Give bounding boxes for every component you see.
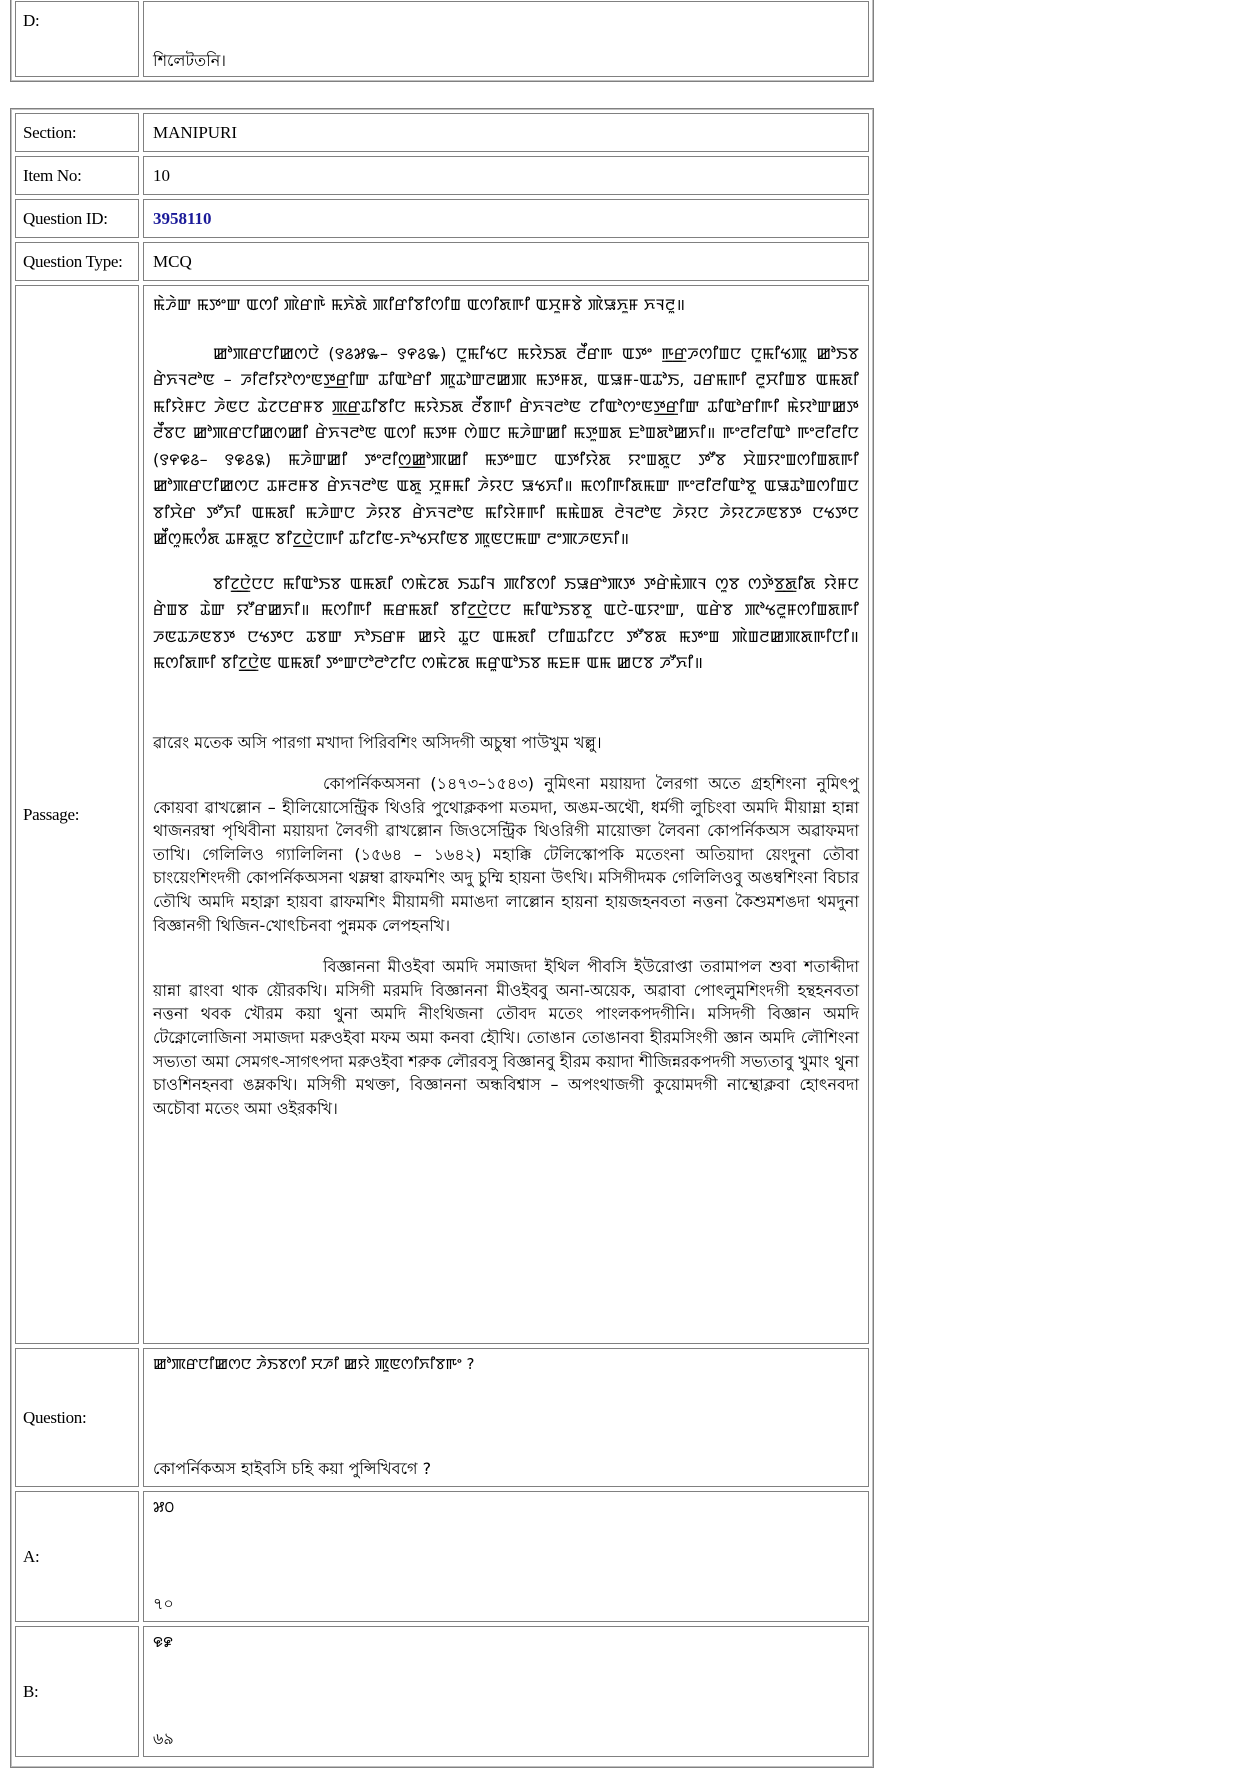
- question-id-label: Question ID:: [15, 199, 139, 238]
- item-no-row: [15, 156, 869, 195]
- item-no-value: 10: [143, 156, 869, 195]
- question-bengali: কোপর্নিকঅস হাইবসি চহি কয়া পুন্সিখিবগে ?: [153, 1459, 432, 1478]
- section-label: Section:: [15, 113, 139, 152]
- option-b-row: [15, 1626, 869, 1757]
- passage-meitei-heading: ꯃꯥꯍꯥꯛ ꯃꯇꯦꯛ ꯑꯁꯤ ꯄꯥꯔꯒꯥ ꯃꯈꯥꯗꯥ ꯄꯤꯔꯤꯕꯤꯁꯤꯡ ꯑꯁꯤꯗꯒꯤ ꯑꯆꯨꯝꯕꯥ ꯄꯥꯎꯈꯨꯝ ꯈꯜꯂꯨ॥: [153, 295, 686, 314]
- question-table: [10, 108, 874, 1768]
- option-b-label: B:: [15, 1626, 139, 1757]
- option-a-meitei: ꯷꯰: [153, 1498, 175, 1516]
- section-value: MANIPURI: [143, 113, 869, 152]
- question-row: [15, 1348, 869, 1487]
- question-id-row: [15, 199, 869, 238]
- item-no-label: Item No:: [15, 156, 139, 195]
- question-label: Question:: [15, 1348, 139, 1487]
- passage-bengali-paragraph-1: কোপর্নিকঅসনা (১৪৭৩–১৫৪৩) নুমিৎনা ময়ায়দা লৈরগা অতে গ্রহশিংনা নুমিৎপু কোয়বা ৱাখল্লোন – হীলিয়োসেন্ট্রিক থিওরি পুথোক্লকপা মতমদা, অঙম-অথৌ, ধর্মগী লুচিংবা অমদি মীয়াম্না হান্না থাজনরম্বা পৃথিবীনা ময়ায়দা লৈবগী ৱাখল্লোন জিওসেন্ট্রিক থিওরিগী মায়োক্তা লৈবনা কোপর্নিকঅস অৱাফমদা তাখি। গেলিলিও গ্যালিলিনা (১৫৬৪ – ১৬৪২) মহাক্কি টেলিস্কোপকি মতেংনা অতিয়াদা য়েংদুনা তৌবা চাংয়েংশিংদগী কোপর্নিকঅসনা থম্লম্বা ৱাফমশিং অদু চুম্মি হায়না উৎখি। মসিগীদমক গেলিলিওবু অঙম্বশিংনা বিচার তৌখি অমদি মহাক্না হায়বা ৱাফমশিং মীয়ামগী মমাঙদা লাল্লোন হায়না হায়জহনবতা নত্তনা কৈশুমশঙদা থমদুনা বিজ্ঞানগী থিজিন-খোৎচিনবা পুন্নমক লেপহনখি।: [153, 774, 859, 935]
- passage-meitei-paragraph-1: ꯀꯣꯄꯔꯅꯤꯀꯁꯅꯥ (꯱꯴꯷꯳– ꯱꯵꯴꯳) ꯅꯨꯃꯤꯠꯅ ꯃꯌꯥꯏꯗ ꯂꯩꯔꯒ ꯑꯇꯦ ꯒ꯭ꯔꯍꯁꯤꯡꯅ ꯅꯨꯃꯤꯠꯄꯨ ꯀꯣꯏꯕ ꯔꯥꯈꯜꯂꯣꯟ – ꯍꯤꯂꯤꯌꯣꯁꯦꯟꯇ꯭ꯔꯤꯛ ꯊꯤꯑꯣꯔꯤ ꯄꯨꯊꯣꯛꯂꯀꯄ ꯃꯇꯝꯗ, ꯑꯎꯝ-ꯑꯊꯣꯏ, ꯙꯔꯃꯒꯤ ꯂꯨꯆꯤꯡꯕ ꯑꯃꯗꯤ ꯃꯤꯌꯥꯝꯅ ꯍꯥꯟꯅ ꯊꯥꯖꯅꯔꯝꯕ ꯄ꯭ꯔꯊꯤꯕꯤꯅ ꯃꯌꯥꯏꯗ ꯂꯩꯕꯒꯤ ꯔꯥꯈꯜꯂꯣꯟ ꯖꯤꯑꯣꯁꯦꯟꯇ꯭ꯔꯤꯛ ꯊꯤꯑꯣꯔꯤꯒꯤ ꯃꯥꯌꯣꯛꯀꯇ ꯂꯩꯕꯅ ꯀꯣꯄꯔꯅꯤꯀꯁꯀꯤ ꯔꯥꯈꯜꯂꯣꯟ ꯑꯁꯤ ꯃꯇꯝ ꯁꯥꯡꯅ ꯃꯍꯥꯛꯀꯤ ꯃꯇꯨꯡꯗ ꯐꯣꯡꯗꯣꯀꯈꯤ॥ ꯒꯦꯂꯤꯂꯤꯑꯣ ꯒꯦꯂꯤꯂꯤꯅ (꯱꯵꯶꯴– ꯱꯶꯴꯲) ꯃꯍꯥꯛꯀꯤ ꯇꯦꯂꯤꯁ꯭ꯀꯣꯄꯀꯤ ꯃꯇꯦꯡꯅ ꯑꯇꯤꯌꯥꯗ ꯌꯦꯡꯗꯨꯅ ꯇꯧꯕ ꯆꯥꯡꯌꯦꯡꯁꯤꯡꯗꯒꯤ ꯀꯣꯄꯔꯅꯤꯀꯁꯅ ꯊꯝꯂꯝꯕ ꯔꯥꯈꯜꯂꯣꯟ ꯑꯗꯨ ꯆꯨꯝꯃꯤ ꯍꯥꯌꯅ ꯎꯠꯈꯤ॥ ꯃꯁꯤꯒꯤꯗꯃꯛ ꯒꯦꯂꯤꯂꯤꯑꯣꯕꯨ ꯑꯎꯊꯣꯡꯁꯤꯡꯅ ꯕꯤꯆꯥꯔ ꯇꯧꯈꯤ ꯑꯃꯗꯤ ꯃꯍꯥꯛꯅ ꯍꯥꯌꯕ ꯔꯥꯈꯜꯂꯣꯟ ꯃꯤꯌꯥꯝꯒꯤ ꯃꯃꯥꯡꯗ ꯂꯥꯜꯂꯣꯟ ꯍꯥꯌꯅ ꯍꯥꯌꯖꯍꯟꯕꯇ ꯅꯠꯇꯅ ꯀꯩꯁꯨꯃꯁꯪꯗ ꯊꯝꯗꯨꯅ ꯕꯤꯖ꯭ꯅꯥꯅꯒꯤ ꯊꯤꯖꯤꯟ-ꯈꯣꯠꯆꯤꯟꯕ ꯄꯨꯟꯅꯃꯛ ꯂꯦꯄꯍꯟꯈꯤ॥: [153, 343, 859, 548]
- option-d-bengali: শিলেটতনি।: [153, 51, 226, 70]
- question-meitei: ꯀꯣꯄꯔꯅꯤꯀꯁꯅ ꯍꯥꯏꯕꯁꯤ ꯆꯍꯤ ꯀꯌꯥ ꯄꯨꯟꯁꯤꯈꯤꯕꯒꯦ ?: [153, 1355, 475, 1373]
- question-id-value: 3958110: [153, 208, 212, 228]
- option-a-value: [143, 1491, 869, 1622]
- option-a-label: A:: [15, 1491, 139, 1622]
- passage-label: Passage:: [15, 285, 139, 1344]
- question-value: [143, 1348, 869, 1487]
- option-b-bengali: ৬৯: [153, 1729, 174, 1748]
- option-a-bengali: ৭০: [153, 1594, 174, 1613]
- passage-row: [15, 285, 869, 1344]
- question-type-row: [15, 242, 869, 281]
- option-a-row: [15, 1491, 869, 1622]
- passage-value: [143, 285, 869, 1344]
- question-type-value: MCQ: [143, 242, 869, 281]
- option-b-value: [143, 1626, 869, 1757]
- passage-bengali-heading: ৱারেং মতেক অসি পারগা মখাদা পিরিবশিং অসিদগী অচুম্বা পাউখুম খল্লু।: [153, 732, 602, 752]
- previous-options-table: [10, 0, 874, 82]
- section-row: [15, 113, 869, 152]
- option-d-label: D:: [15, 1, 139, 77]
- option-d-value: [143, 1, 869, 77]
- option-b-meitei: ꯶꯹: [153, 1633, 173, 1651]
- passage-bengali-paragraph-2: বিজ্ঞাননা মীওইবা অমদি সমাজদা ইথিল পীবসি ইউরোপ্তা তরামাপল শুবা শতাব্দীদা য়ান্না ৱাংবা থাক য়ৌরকখি। মসিগী মরমদি বিজ্ঞাননা মীওইববু অনা-অয়েক, অৱাবা পোৎলুমশিংদগী হন্থহনবতা নত্তনা থবক খৌরম কয়া থুনা অমদি নীংথিজনা তৌবদ মতেং পাংলকপদগীনি। মসিদগী বিজ্ঞান অমদি টেক্নোলোজিনা সমাজদা মরুওইবা মফম অমা কনবা হৌখি। তোঙান তোঙানবা হীরমসিংগী জ্ঞান অমদি লৌশিংনা সভ্যতা অমা সেমগৎ-সাগৎপদা মরুওইবা শরুক লৌরবসু বিজ্ঞানবু হীরম কয়াদা শীজিন্নরকপদগী সভ্যতাবু খুমাং থুনা চাওশিনহনবা ঙম্লকখি। মসিগী মথক্তা, বিজ্ঞাননা অন্ধবিশ্বাস – অপংথাজগী কুয়োমদগী নাম্থোক্লবা হোৎনবদা অচৌবা মতেং অমা ওইরকখি।: [153, 957, 859, 1118]
- question-type-label: Question Type:: [15, 242, 139, 281]
- passage-meitei-paragraph-2: ꯕꯤꯖ꯭ꯅꯥꯅꯅ ꯃꯤꯑꯣꯏꯕ ꯑꯃꯗꯤ ꯁꯃꯥꯖꯗ ꯏꯊꯤꯜ ꯄꯤꯕꯁꯤ ꯏꯎꯔꯣꯄꯇ ꯇꯔꯥꯃꯥꯄꯜ ꯁꯨꯕ ꯁꯇꯥꯕ꯭ꯗꯤꯗ ꯌꯥꯝꯅ ꯔꯥꯡꯕ ꯊꯥꯛ ꯌꯧꯔꯀꯈꯤ॥ ꯃꯁꯤꯒꯤ ꯃꯔꯃꯗꯤ ꯕꯤꯖ꯭ꯅꯥꯅꯅ ꯃꯤꯑꯣꯏꯕꯕꯨ ꯑꯅꯥ-ꯑꯌꯦꯛ, ꯑꯔꯥꯕ ꯄꯣꯠꯂꯨꯝꯁꯤꯡꯗꯒꯤ ꯍꯟꯊꯍꯟꯕꯇ ꯅꯠꯇꯅ ꯊꯕꯛ ꯈꯣꯏꯔꯝ ꯀꯌꯥ ꯊꯨꯅ ꯑꯃꯗꯤ ꯅꯤꯡꯊꯤꯖꯅ ꯇꯧꯕꯗ ꯃꯇꯦꯡ ꯄꯥꯡꯂꯀꯄꯗꯒꯤꯅꯤ॥ ꯃꯁꯤꯗꯒꯤ ꯕꯤꯖ꯭ꯅꯥꯟ ꯑꯃꯗꯤ ꯇꯦꯛꯅꯣꯂꯣꯖꯤꯅ ꯁꯃꯥꯖꯗ ꯃꯔꯨꯑꯣꯏꯕ ꯃꯐꯝ ꯑꯃ ꯀꯅꯕ ꯍꯧꯈꯤ॥: [153, 573, 859, 672]
